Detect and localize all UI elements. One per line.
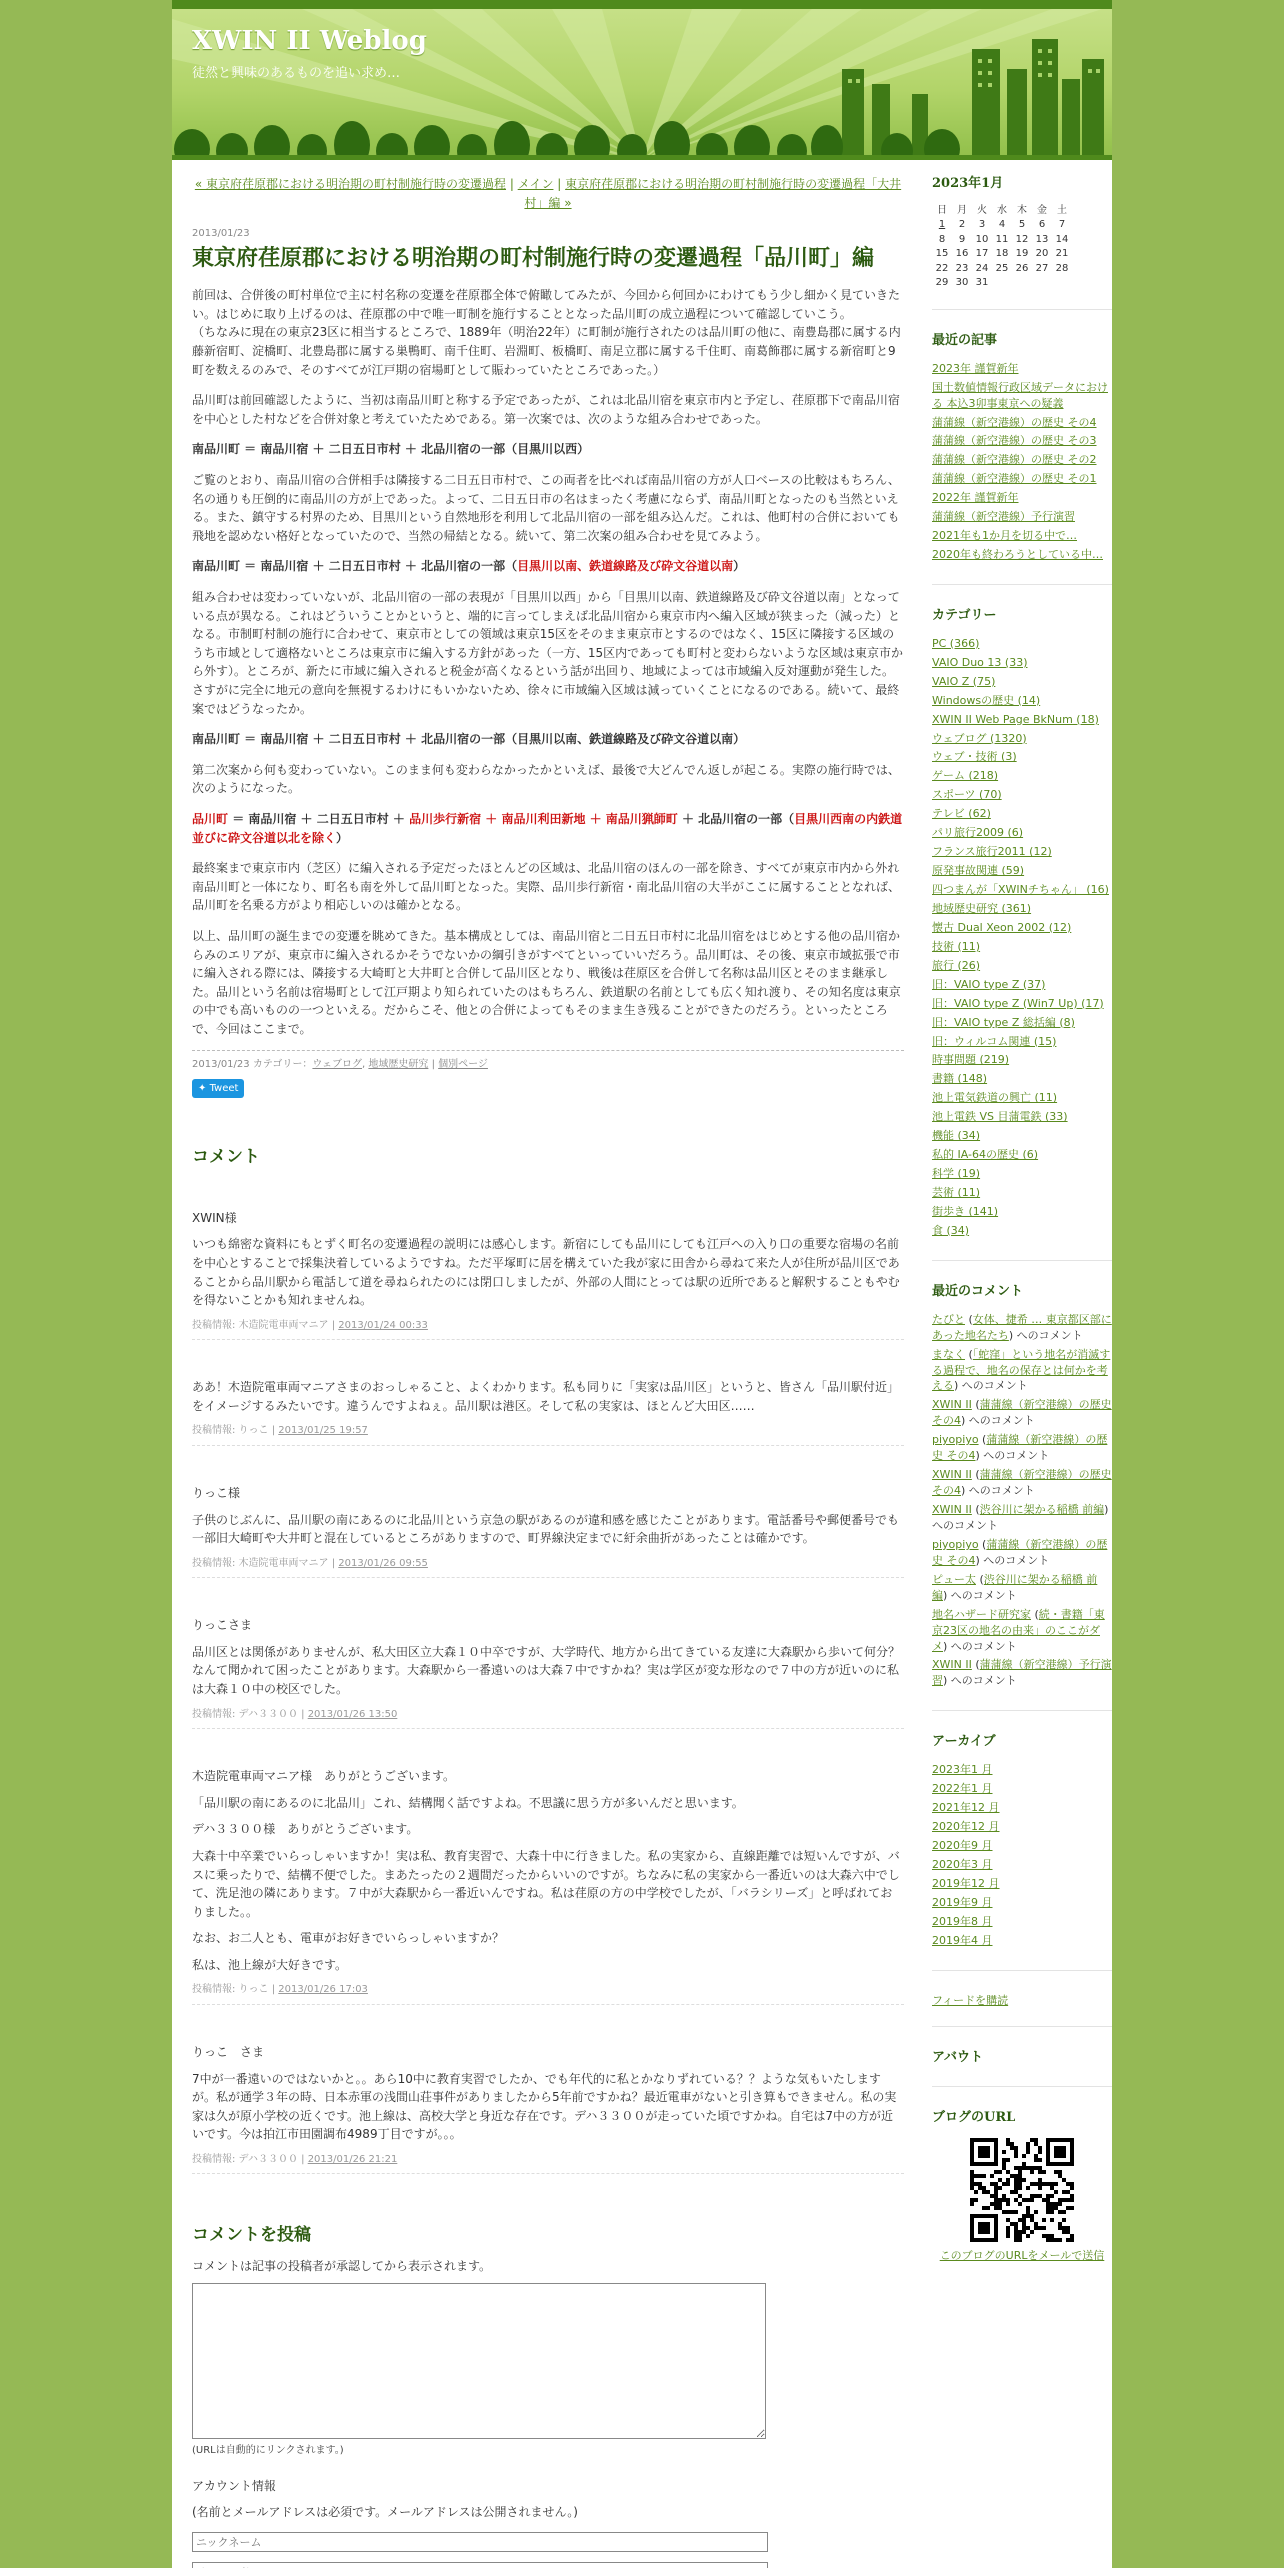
main-page-link[interactable]: メイン bbox=[517, 177, 554, 191]
calendar-table bbox=[932, 204, 1072, 291]
recent-comment-item: piyopiyo (蒲蒲線（新空港線）の歴史 その4) へのコメント bbox=[932, 1433, 1108, 1463]
calendar-day: 16 bbox=[955, 248, 969, 260]
post-paragraph: 最終案まで東京市内（芝区）に編入される予定だったほとんどの区域は、北品川宿のほんの一部を除き、すべてが東京市内から外れ南品川町と一体になり、町名も南を外して品川町となった。実際、品川歩行新宿・南北品川宿の大半がここに属することとなれば、品川町を名乗る方がより相応しいのは確かとなる。 bbox=[192, 861, 901, 913]
calendar-day bbox=[1052, 276, 1072, 291]
category-link[interactable]: 旅行 (26) bbox=[932, 958, 981, 972]
category-link[interactable]: Windowsの歴史 (14) bbox=[932, 693, 1041, 707]
commented-post-link[interactable]: 続・書籍「東京23区の地名の由来」のここがダメ bbox=[932, 1607, 1105, 1653]
comment-permalink[interactable]: 2013/01/24 00:33 bbox=[338, 1319, 428, 1331]
recent-comments-widget bbox=[932, 1283, 1112, 1711]
recent-comment-item: XWIN II (蒲蒲線（新空港線）の歴史 その4) へのコメント bbox=[932, 1468, 1112, 1498]
calendar-day: 24 bbox=[975, 262, 989, 274]
category-link[interactable]: 懐古 Dual Xeon 2002 (12) bbox=[932, 920, 1072, 934]
post-paragraph: 品川町は前回確認したように、当初は南品川町と称する予定であったが、これは北品川宿を東京市内と予定し、荏原郡下で南品川宿を中心とした村などを合併対象と考えていたためである。第一次案では、次のような組み合わせであった。 bbox=[192, 393, 900, 426]
category-item bbox=[932, 1034, 1112, 1050]
nav-separator: | bbox=[553, 177, 566, 191]
recent-post-link[interactable]: 蒲蒲線（新空港線）の歴史 その2 bbox=[932, 453, 1097, 467]
comment-body: 「品川駅の南にあるのに北品川」これ、結構聞く話ですよね。不思議に思う方が多いんだと思います。 bbox=[192, 1795, 744, 1810]
comment-author-link[interactable]: piyopiyo bbox=[932, 1537, 979, 1551]
merger-formula-final: 品川町 ＝ 南品川宿 ＋ 二日五日市村 ＋ 品川歩行新宿 ＋ 南品川利田新地 ＋ 南品川猟師町 ＋ 北品川宿の一部（目黒川西南の内鉄道並びに砕文谷道以北を除く） bbox=[192, 811, 903, 845]
category-item bbox=[932, 674, 1112, 690]
comment-author-link[interactable]: piyopiyo bbox=[932, 1433, 979, 1447]
comment bbox=[192, 1616, 904, 1729]
archive-item bbox=[932, 1933, 1112, 1949]
comment-form-heading: コメントを投稿 bbox=[192, 2225, 311, 2246]
comment-author-link[interactable]: たびと bbox=[932, 1312, 965, 1326]
archive-link[interactable]: 2019年12 月 bbox=[932, 1876, 1000, 1890]
next-post-link[interactable]: 東京府荏原郡における明治期の町村制施行時の変遷過程「大井村」編 » bbox=[524, 177, 902, 210]
calendar-widget bbox=[932, 175, 1112, 310]
permalink[interactable]: 個別ページ bbox=[438, 1059, 488, 1071]
recent-post-item bbox=[932, 471, 1112, 487]
category-link[interactable]: 地域歴史研究 (361) bbox=[932, 901, 1032, 915]
recent-comment-item: XWIN II (蒲蒲線（新空港線）の歴史 その4) へのコメント bbox=[932, 1398, 1112, 1428]
commented-post-link[interactable]: 「蛇窪」という地名が消滅する過程で、地名の保存とは何かを考える bbox=[932, 1347, 1111, 1393]
recent-post-item bbox=[932, 528, 1112, 544]
archive-link[interactable]: 2019年9 月 bbox=[932, 1895, 993, 1909]
recent-comment-item: まなく (「蛇窪」という地名が消滅する過程で、地名の保存とは何かを考える) へのコメント bbox=[932, 1347, 1111, 1393]
account-info-note: (名前とメールアドレスは必須です。メールアドレスは公開されません。) bbox=[192, 2505, 578, 2520]
comment bbox=[192, 2043, 904, 2174]
about-title[interactable]: アバウト bbox=[932, 2050, 983, 2066]
category-item bbox=[932, 1223, 1112, 1239]
commented-post-link[interactable]: 蒲蒲線（新空港線）の歴史 その4 bbox=[932, 1537, 1108, 1567]
header bbox=[172, 0, 1112, 160]
tweet-button[interactable]: ✦ Tweet bbox=[192, 1079, 244, 1099]
account-info-heading: アカウント情報 bbox=[192, 2478, 276, 2493]
calendar-weekday: 木 bbox=[1017, 204, 1027, 216]
recent-post-item bbox=[932, 380, 1112, 412]
calendar-day: 15 bbox=[935, 248, 949, 260]
comment-meta: 投稿情報: 木造院電車両マニア | 2013/01/24 00:33 bbox=[192, 1318, 904, 1341]
category-item bbox=[932, 1166, 1112, 1182]
category-link[interactable]: 池上電鉄 VS 目蒲電鉄 (33) bbox=[932, 1110, 1068, 1124]
calendar-day: 31 bbox=[975, 277, 989, 289]
comment-author-link[interactable]: XWIN II bbox=[932, 1398, 972, 1412]
archive-item bbox=[932, 1781, 1112, 1797]
calendar-weekday: 月 bbox=[957, 204, 967, 216]
calendar-week bbox=[932, 262, 1072, 277]
category-link[interactable]: ウェブログ (1320) bbox=[932, 731, 1027, 745]
commented-post-link[interactable]: 渋谷川に架かる稲橋 前編 bbox=[979, 1503, 1105, 1516]
comment-author-link[interactable]: XWIN II bbox=[932, 1503, 972, 1516]
category-link[interactable]: 書籍 (148) bbox=[932, 1072, 988, 1086]
recent-post-item bbox=[932, 509, 1112, 525]
sidebar bbox=[932, 175, 1112, 2304]
comments-heading: コメント bbox=[192, 1147, 260, 1168]
category-item bbox=[932, 712, 1112, 728]
calendar-day: 22 bbox=[935, 262, 949, 274]
calendar-day: 7 bbox=[1058, 219, 1066, 231]
calendar-day: 8 bbox=[938, 233, 946, 245]
calendar-day bbox=[932, 218, 952, 233]
recent-post-item bbox=[932, 361, 1112, 377]
category-link[interactable]: 科学 (19) bbox=[932, 1167, 981, 1181]
comment-meta: 投稿情報: デハ３３００ | 2013/01/26 13:50 bbox=[192, 1707, 904, 1730]
calendar-day: 21 bbox=[1055, 248, 1069, 260]
category-item bbox=[932, 1147, 1112, 1163]
content-column bbox=[192, 175, 904, 2568]
calendar-day: 2 bbox=[958, 219, 966, 231]
calendar-week bbox=[932, 247, 1072, 262]
category-item bbox=[932, 958, 1112, 974]
calendar-week bbox=[932, 233, 1072, 248]
calendar-weekday: 水 bbox=[997, 204, 1007, 216]
categories-title: カテゴリー bbox=[932, 608, 997, 623]
comment-permalink[interactable]: 2013/01/26 21:21 bbox=[307, 2153, 398, 2165]
comment-author-link[interactable]: ピュー太 bbox=[932, 1572, 976, 1586]
category-link[interactable]: テレビ (62) bbox=[932, 807, 991, 821]
recent-comments-title: 最近のコメント bbox=[932, 1283, 1024, 1299]
comment bbox=[192, 1209, 904, 1340]
post-body bbox=[192, 286, 904, 1038]
calendar-weekday: 土 bbox=[1057, 204, 1067, 216]
archive-link[interactable]: 2020年12 月 bbox=[932, 1819, 1000, 1833]
commented-post-link[interactable]: 渋谷川に架かる稲橋 前編 bbox=[932, 1572, 1098, 1602]
calendar-day: 4 bbox=[998, 219, 1006, 231]
category-link[interactable]: ゲーム (218) bbox=[932, 769, 999, 783]
archive-link[interactable]: 2022年1 月 bbox=[932, 1782, 993, 1796]
commented-post-link[interactable]: 蒲蒲線（新空港線）の歴史 その4 bbox=[932, 1433, 1108, 1463]
merger-formula-3: 南品川町 ＝ 南品川宿 ＋ 二日五日市村 ＋ 北品川宿の一部（目黒川以南、鉄道線路及び砕文谷道以南） bbox=[192, 732, 746, 747]
calendar-day: 18 bbox=[995, 248, 1009, 260]
calendar-weekday: 日 bbox=[937, 204, 947, 216]
post-footer: 2013/01/23 カテゴリー：ウェブログ, 地域歴史研究 | 個別ページ bbox=[192, 1050, 904, 1073]
comment-author-link[interactable]: XWIN II bbox=[932, 1468, 972, 1482]
post-paragraph: 以上、品川町の誕生までの変遷を眺めてきた。基本構成としては、南品川宿と二日五日市村に北品川宿をはじめとする他の品川宿からみのエリアが、東京市に編入されるかそうでないかの綱引きがすべてといっていいだろう。品川町は、その後、東京市域拡張で市に編入される際には、隣接する大崎町と大井町と合併して品川区となり、戦後は荏原区を合併して名称は品川区とそのまま継承した。品川という名前は宿場町として江戸期より知られていたのはもちろん、鉄道駅の名前としても広く知れ渡り、その知名度は東京の中でも高いものの一つといえる。だからこそ、他との合併によってもそのまま生き残ることができたのだろう。といったところで、今回はここまで。 bbox=[192, 928, 901, 1036]
comment-addressee: XWIN様 bbox=[192, 1210, 237, 1225]
calendar-day bbox=[992, 276, 1012, 291]
recent-post-item bbox=[932, 433, 1112, 449]
url-note: (URLは自動的にリンクされます。) bbox=[192, 2445, 344, 2457]
calendar-day: 30 bbox=[955, 277, 969, 289]
calendar-day: 17 bbox=[975, 248, 989, 260]
category-item bbox=[932, 787, 1112, 803]
category-link[interactable]: 私的 IA-64の歴史 (6) bbox=[932, 1148, 1039, 1162]
category-link[interactable]: 時事問題 (219) bbox=[932, 1053, 1010, 1067]
archive-item bbox=[932, 1762, 1112, 1778]
category-link[interactable]: 街歩き (141) bbox=[932, 1204, 999, 1218]
comment-meta: 投稿情報: デハ３３００ | 2013/01/26 21:21 bbox=[192, 2152, 904, 2175]
calendar-day bbox=[1012, 276, 1032, 291]
recent-comment-item: piyopiyo (蒲蒲線（新空港線）の歴史 その4) へのコメント bbox=[932, 1537, 1108, 1567]
calendar-day: 29 bbox=[935, 277, 949, 289]
comment-body: 7中が一番遠いのではないかと。。あら10中に教育実習でしたか、でも年代的に私とかなりずれている？？ような気もいたしますが。私が通学３年の時、日本赤軍の浅間山荘事件がありましたから5年前ですかね？最近電車がないと引き算もできません。私の実家は久が原小学校の近くです。池上線は、高校大学と身近な存在です。デハ３３００が走っていた頃ですかね。自宅は7中の方が近いです。今は拍江市田園調布4989丁目ですが。。。 bbox=[192, 2071, 897, 2142]
archive-item bbox=[932, 1914, 1112, 1930]
calendar-day: 20 bbox=[1035, 248, 1049, 260]
category-link[interactable]: スポーツ (70) bbox=[932, 788, 1002, 802]
calendar-day: 27 bbox=[1035, 262, 1049, 274]
category-item bbox=[932, 1109, 1112, 1125]
comment-meta: 投稿情報: りっこ | 2013/01/26 17:03 bbox=[192, 1982, 904, 2005]
comment-author-link[interactable]: まなく bbox=[932, 1347, 965, 1361]
category-link[interactable]: 芸術 (11) bbox=[932, 1186, 981, 1200]
commented-post-link[interactable]: 蒲蒲線（新空港線）の歴史 その4 bbox=[932, 1468, 1112, 1498]
archive-link[interactable]: 2020年9 月 bbox=[932, 1838, 993, 1852]
recent-comment-item: XWIN II (渋谷川に架かる稲橋 前編) へのコメント bbox=[932, 1503, 1109, 1532]
comment-body: 子供のじぶんに、品川駅の南にあるのに北品川という京急の駅があるのが違和感を感じたことがあります。電話番号や郵便番号でも一部旧大崎町や大井町と混在しているところがありますので、町界線決定までに紆余曲折があったことは確かです。 bbox=[192, 1512, 900, 1546]
recent-post-item bbox=[932, 547, 1112, 563]
category-link[interactable]: XWIN II Web Page BkNum (18) bbox=[932, 712, 1099, 726]
archive-item bbox=[932, 1819, 1112, 1835]
category-item bbox=[932, 901, 1112, 917]
nickname-input[interactable] bbox=[192, 2532, 768, 2552]
archive-link[interactable]: 2020年3 月 bbox=[932, 1857, 993, 1871]
calendar-day: 5 bbox=[1018, 219, 1026, 231]
category-item bbox=[932, 731, 1112, 747]
recent-posts-title: 最近の記事 bbox=[932, 332, 998, 348]
comment-form bbox=[192, 2222, 904, 2568]
archive-link[interactable]: 2021年12 月 bbox=[932, 1801, 1000, 1815]
category-item bbox=[932, 825, 1112, 841]
post-navigation bbox=[192, 175, 904, 212]
recent-post-link[interactable]: 2023年 謹賀新年 bbox=[932, 361, 1019, 375]
calendar-week bbox=[932, 276, 1072, 291]
previous-post-link[interactable]: « 東京府荏原郡における明治期の町村制施行時の変遷過程 bbox=[194, 177, 507, 191]
calendar-weekday: 金 bbox=[1037, 204, 1047, 216]
comment-meta: 投稿情報: りっこ | 2013/01/25 19:57 bbox=[192, 1423, 904, 1446]
recent-post-link[interactable]: 2021年も1か月を切る中で… bbox=[932, 529, 1077, 543]
commented-post-link[interactable]: 女体、捷希 … 東京都区部にあった地名たち bbox=[932, 1312, 1112, 1342]
comment-body: ああ！木造院電車両マニアさまのおっしゃること、よくわかります。私も同りに「実家は品川区」というと、皆さん「品川駅付近」をイメージするみたいです。違うんですよねぇ。品川駅は港区。そして私の実家は、ほとんど大田区…… bbox=[192, 1380, 900, 1413]
category-link[interactable]: 旧：VAIO type Z (Win7 Up) (17) bbox=[932, 996, 1104, 1010]
post-date: 2013/01/23 bbox=[192, 228, 250, 240]
comment-permalink[interactable]: 2013/01/26 13:50 bbox=[307, 1708, 398, 1720]
category-link[interactable]: パリ旅行2009 (6) bbox=[932, 826, 1024, 840]
recent-comment-item: たびと (女体、捷希 … 東京都区部にあった地名たち) へのコメント bbox=[932, 1312, 1112, 1342]
page bbox=[172, 0, 1112, 2568]
category-item bbox=[932, 749, 1112, 765]
recent-post-link[interactable]: 蒲蒲線（新空港線）の歴史 その3 bbox=[932, 434, 1097, 448]
comments-section bbox=[192, 1144, 904, 2174]
category-link[interactable]: 原発事故関連 (59) bbox=[932, 864, 1025, 878]
category-item bbox=[932, 1015, 1112, 1031]
archive-item bbox=[932, 1876, 1112, 1892]
feed-widget bbox=[932, 1993, 1112, 2028]
recent-post-link[interactable]: 蒲蒲線（新空港線）の歴史 その4 bbox=[932, 415, 1097, 429]
category-link[interactable]: VAIO Duo 13 (33) bbox=[932, 655, 1028, 669]
recent-post-link[interactable]: 国土数値情報行政区域データにおける 本込3卯事東京への疑義 bbox=[932, 380, 1108, 410]
archive-item bbox=[932, 1800, 1112, 1816]
archive-item bbox=[932, 1857, 1112, 1873]
post-paragraph: 第二次案から何も変わっていない。このまま何も変わらなかったかといえば、最後で大どんでん返しが起こる。実際の施行時では、次のようになった。 bbox=[192, 762, 900, 796]
recent-post-item bbox=[932, 452, 1112, 468]
calendar-day-link[interactable]: 1 bbox=[938, 219, 946, 231]
calendar-day: 28 bbox=[1055, 262, 1069, 274]
category-link[interactable]: 地域歴史研究 bbox=[368, 1059, 429, 1071]
site-description: 徒然と興味のあるものを追い求め… bbox=[192, 66, 401, 81]
email-input[interactable] bbox=[192, 2562, 768, 2568]
category-item bbox=[932, 806, 1112, 822]
comment-author-link[interactable]: 地名ハザード研究家 bbox=[932, 1607, 1031, 1621]
calendar-title: 2023年1月 bbox=[932, 176, 1004, 191]
category-item bbox=[932, 1071, 1112, 1087]
category-item bbox=[932, 1185, 1112, 1201]
calendar-day: 11 bbox=[995, 233, 1009, 245]
category-link[interactable]: 旧：ウィルコム関連 (15) bbox=[932, 1034, 1057, 1048]
category-item bbox=[932, 1128, 1112, 1144]
category-link[interactable]: VAIO Z (75) bbox=[932, 674, 996, 688]
comment bbox=[192, 1767, 904, 2005]
comment-approval-note: コメントは記事の投稿者が承認してから表示されます。 bbox=[192, 2258, 492, 2273]
comment-textarea[interactable] bbox=[192, 2283, 766, 2439]
comment-body: 木造院電車両マニア様 ありがとうございます。 bbox=[192, 1769, 456, 1784]
calendar-weekday: 火 bbox=[977, 204, 987, 216]
category-link[interactable]: 池上電気鉄道の興亡 (11) bbox=[932, 1091, 1058, 1105]
category-link[interactable]: 技術 (11) bbox=[932, 939, 981, 953]
post-paragraph: 組み合わせは変わっていないが、北品川宿の一部の表現が「目黒川以西」から「目黒川以南、鉄道線路及び砕文谷道以南」となっている点が異なる。これはどういうことかというと、端的に言ってしまえば北品川宿から東京市内へ編入区域が狭まった（減った）となる。市制町村制の施行に合わせて、東京市としての領域は東京15区をそのまま東京市とするのではなく、15区に隣接する区域のうち市域として適格ないところは東京市に編入する方針があった（一方、15区内であっても町村と変わらないような区域は東京市から外す）。ところが、新たに市域に編入されると税金が高くなるという話が出回り、地域によっては市域編入反対運動が発生した。さすがに完全に地元の意向を無視するわけにもいかないため、徐々に市域編入区域は減っていくことになるのである。続いて、最終案ではどうなったか。 bbox=[192, 590, 904, 716]
categories-list bbox=[932, 636, 1112, 1239]
category-item bbox=[932, 1052, 1112, 1068]
recent-comments-list bbox=[932, 1312, 1112, 1690]
comment-body: 私は、池上線が大好きです。 bbox=[192, 1957, 348, 1972]
twitter-bird-icon: ✦ bbox=[198, 1082, 207, 1094]
comment-addressee: りっこ様 bbox=[192, 1485, 241, 1500]
archive-item bbox=[932, 1838, 1112, 1854]
archives-list bbox=[932, 1762, 1112, 1948]
category-item bbox=[932, 863, 1112, 879]
recent-posts-widget bbox=[932, 332, 1112, 585]
category-link[interactable]: 機能 (34) bbox=[932, 1129, 981, 1143]
category-item bbox=[932, 844, 1112, 860]
category-link[interactable]: 旧：VAIO type Z 総括編 (8) bbox=[932, 1015, 1075, 1029]
archive-link[interactable]: 2023年1 月 bbox=[932, 1763, 993, 1777]
comment-body: なお、お二人とも、電車がお好きでいらっしゃいますか？ bbox=[192, 1931, 505, 1946]
category-link[interactable]: 食 (34) bbox=[932, 1223, 970, 1237]
calendar-day: 25 bbox=[995, 262, 1009, 274]
commented-post-link[interactable]: 蒲蒲線（新空港線）の歴史 その4 bbox=[932, 1398, 1112, 1428]
category-item bbox=[932, 655, 1112, 671]
calendar-day: 9 bbox=[958, 233, 966, 245]
calendar-day: 12 bbox=[1015, 233, 1029, 245]
comment-addressee: りっこ さま bbox=[192, 2044, 265, 2059]
recent-post-link[interactable]: 蒲蒲線（新空港線）の歴史 その1 bbox=[932, 472, 1097, 486]
archives-widget bbox=[932, 1733, 1112, 1970]
category-item bbox=[932, 768, 1112, 784]
about-widget bbox=[932, 2049, 1112, 2087]
comment-list bbox=[192, 1209, 904, 2175]
calendar-day: 6 bbox=[1038, 219, 1046, 231]
comment-permalink[interactable]: 2013/01/25 19:57 bbox=[278, 1425, 368, 1437]
category-item bbox=[932, 882, 1112, 898]
comment-body: いつも綿密な資料にもとずく町名の変遷過程の説明には感心します。新宿にしても品川にしても江戸への入り口の重要な宿場の名前を中心とすることで採集決着しているようですね。ただ平塚町に居を構えていた我が家に田舎から尋ねて来た人が住所が品川区であることから品川駅から電話して道を尋ねられたのには閉口しましたが、外部の人間にとっては駅の近所であると解釈することもやむを得ないことかも知れませんね。 bbox=[192, 1237, 900, 1308]
feed-subscribe-link[interactable]: フィードを購読 bbox=[932, 1993, 1009, 2007]
comment-body: デハ３３００様 ありがとうございます。 bbox=[192, 1822, 419, 1837]
calendar-day: 23 bbox=[955, 262, 969, 274]
post-title: 東京府荏原郡における明治期の町村制施行時の変遷過程「品川町」編 bbox=[192, 244, 875, 271]
archives-title: アーカイブ bbox=[932, 1734, 996, 1750]
archive-link[interactable]: 2019年8 月 bbox=[932, 1914, 993, 1928]
calendar-day: 13 bbox=[1035, 233, 1049, 245]
comment-author-link[interactable]: XWIN II bbox=[932, 1658, 972, 1672]
blog-url-widget bbox=[932, 2109, 1112, 2282]
archive-link[interactable]: 2019年4 月 bbox=[932, 1933, 993, 1947]
comment-body: 品川区とは関係がありませんが、私大田区立大森１０中卒ですが、大学時代、地方から出てきている友達に大森駅から歩いて何分？なんて聞かれて困ったことがあります。大森駅から一番遠いのは大森７中ですかね？実は学区が変な形なので７中の方が近いのに私は大森１０中の校区でした。 bbox=[192, 1644, 901, 1697]
post-paragraph: ご覧のとおり、南品川宿の合併相手は隣接する二日五日市村で、この両者を比べれば南品川宿の方が人口ベースの比較はもちろん、名の通りも圧倒的に南品川の方が上であった。よって、二日五日市の名はまったく考慮にならず、南品川町となったのも当然といえる。また、鎮守する村界のため、目黒川という自然地形を利用して北品川宿の一部を組み込んだ。これは、他町村の合併においても飛地を認めない格好となっていたので、当然の帰結となる。続いて、第二次案の組み合わせを見てみよう。 bbox=[192, 473, 900, 543]
category-item bbox=[932, 1090, 1112, 1106]
calendar-day: 26 bbox=[1015, 262, 1029, 274]
recent-posts-list bbox=[932, 361, 1112, 563]
category-item bbox=[932, 1204, 1112, 1220]
blog-url-title: ブログのURL bbox=[932, 2110, 1016, 2126]
category-item bbox=[932, 977, 1112, 993]
nav-separator: | bbox=[506, 177, 518, 191]
category-link[interactable]: 四つまんが「XWINチちゃん」 (16) bbox=[932, 883, 1109, 897]
category-item bbox=[932, 939, 1112, 955]
calendar-day: 14 bbox=[1055, 233, 1069, 245]
category-link[interactable]: PC (366) bbox=[932, 636, 980, 650]
comment bbox=[192, 1484, 904, 1578]
comment-permalink[interactable]: 2013/01/26 09:55 bbox=[338, 1557, 428, 1569]
merger-formula-2: 南品川町 ＝ 南品川宿 ＋ 二日五日市村 ＋ 北品川宿の一部（目黒川以南、鉄道線路及び砕文谷道以南） bbox=[192, 559, 746, 574]
recent-comment-item: XWIN II (蒲蒲線（新空港線）予行演習) へのコメント bbox=[932, 1658, 1112, 1688]
commented-post-link[interactable]: 蒲蒲線（新空港線）予行演習 bbox=[932, 1658, 1112, 1688]
comment-meta: 投稿情報: 木造院電車両マニア | 2013/01/26 09:55 bbox=[192, 1556, 904, 1579]
recent-post-item bbox=[932, 490, 1112, 506]
qr-code-image bbox=[970, 2138, 1074, 2242]
recent-comment-item: 地名ハザード研究家 (続・書籍「東京23区の地名の由来」のここがダメ) へのコメント bbox=[932, 1607, 1105, 1653]
category-item bbox=[932, 920, 1112, 936]
site-title[interactable]: XWIN II Weblog bbox=[192, 26, 427, 56]
recent-post-link[interactable]: 蒲蒲線（新空港線）予行演習 bbox=[932, 510, 1075, 524]
category-link[interactable]: ウェブログ bbox=[312, 1059, 363, 1071]
recent-post-item bbox=[932, 415, 1112, 431]
calendar-day bbox=[1032, 276, 1052, 291]
calendar-day: 19 bbox=[1015, 248, 1029, 260]
post-paragraph: 前回は、合併後の町村単位で主に村名称の変遷を荏原郡全体で俯瞰してみたが、今回から何回かにわけてもう少し細かく見ていきたい。はじめに取り上げるのは、荏原郡の中で唯一町制を施行することとなった品川町の成立過程について確認していこう。 （ちなみに現在の東京23区に相当するところで、1889年（明治22年）に町制が施行されたのは品川町の他に、南豊島郡に属する内藤新宿町、淀橋町、北豊島郡に属する巣鴨町、南千住町、岩淵町、板橋町、南足立郡に属する千住町、南葛飾郡に属する新宿町と9町を数えるのみで、そのすべてが江戸期の宿場町として賑わっていたところであった。） bbox=[192, 288, 901, 377]
comment bbox=[192, 1378, 904, 1446]
category-item bbox=[932, 693, 1112, 709]
categories-widget bbox=[932, 607, 1112, 1261]
category-link[interactable]: フランス旅行2011 (12) bbox=[932, 845, 1052, 859]
comment-addressee: りっこさま bbox=[192, 1618, 253, 1633]
calendar-day: 3 bbox=[978, 219, 986, 231]
calendar-week bbox=[932, 218, 1072, 233]
category-link[interactable]: 旧：VAIO type Z (37) bbox=[932, 977, 1046, 991]
recent-post-link[interactable]: 2022年 謹賀新年 bbox=[932, 491, 1019, 505]
category-item bbox=[932, 636, 1112, 652]
archive-item bbox=[932, 1895, 1112, 1911]
comment-body: 大森十中卒業でいらっしゃいますか！実は私、教育実習で、大森十中に行きました。私の実家から、直線距離では短いんですが、バスに乗ったりで、結構不便でした。まあたったの２週間だったからいいのですが。ちなみに私の実家から一番近いのは大森六中でして、洗足池の隣にあります。７中が大森駅から一番近いんですね。私は荏原の方の中学校でしたが、「バラシリーズ」と呼ばれておりました。。 bbox=[192, 1848, 900, 1919]
category-link[interactable]: ウェブ・技術 (3) bbox=[932, 750, 1017, 764]
merger-formula-1: 南品川町 ＝ 南品川宿 ＋ 二日五日市村 ＋ 北品川宿の一部（目黒川以西） bbox=[192, 442, 590, 457]
recent-post-link[interactable]: 2020年も終わろうとしている中… bbox=[932, 548, 1103, 562]
email-blog-url-link[interactable]: このブログのURLをメールで送信 bbox=[939, 2249, 1105, 2263]
recent-comment-item: ピュー太 (渋谷川に架かる稲橋 前編) へのコメント bbox=[932, 1572, 1098, 1602]
category-item bbox=[932, 996, 1112, 1012]
calendar-day: 10 bbox=[975, 233, 989, 245]
comment-permalink[interactable]: 2013/01/26 17:03 bbox=[278, 1984, 368, 1996]
